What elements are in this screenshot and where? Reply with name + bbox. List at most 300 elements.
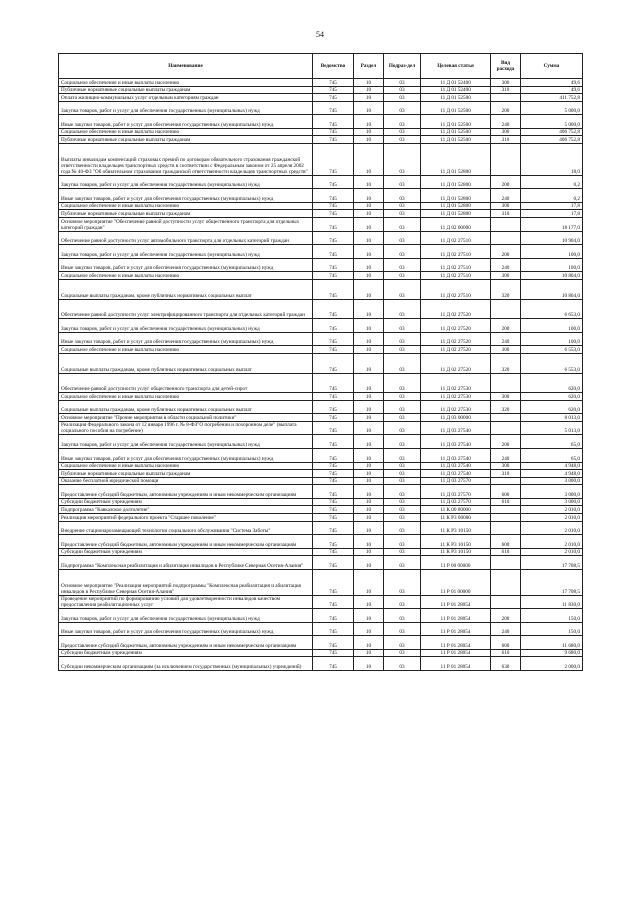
row-subsection: 03 — [384, 421, 421, 435]
row-name: Основное мероприятие "Обеспечение равной доступности услуг общественного транспорта для отдельных категорий граждан" — [59, 217, 313, 231]
table-row — [59, 414, 583, 422]
row-amount: 2 010,0 — [521, 548, 583, 556]
row-section: 10 — [354, 217, 384, 231]
row-target-article: 11 Д 02 27510 — [421, 279, 491, 299]
row-name: Социальные выплаты гражданам, кроме публичных нормативных социальных выплат — [59, 400, 313, 414]
row-department: 745 — [313, 373, 354, 393]
row-name: Публичные нормативные социальные выплаты гражданам — [59, 86, 313, 94]
row-section: 10 — [354, 299, 384, 319]
row-department: 745 — [313, 353, 354, 373]
row-amount: 3 000,0 — [521, 498, 583, 506]
row-expense-type — [491, 143, 521, 175]
row-name: Социальное обеспечение и иные выплаты населению — [59, 272, 313, 280]
row-expense-type: 320 — [491, 400, 521, 414]
row-subsection: 03 — [384, 202, 421, 210]
row-name: Субсидии бюджетным учреждениям — [59, 548, 313, 556]
row-amount: 4 948,0 — [521, 470, 583, 478]
row-target-article: 11 Д 03 27540 — [421, 462, 491, 470]
table-row — [59, 521, 583, 535]
table-body — [59, 79, 583, 671]
row-expense-type: 240 — [491, 189, 521, 203]
table-row — [59, 136, 583, 144]
row-department: 745 — [313, 421, 354, 435]
row-amount: 10 904,0 — [521, 231, 583, 245]
row-expense-type — [491, 521, 521, 535]
row-subsection: 03 — [384, 319, 421, 333]
row-expense-type: 300 — [491, 79, 521, 87]
row-amount: 406 752,8 — [521, 136, 583, 144]
row-target-article: 11 Д 01 52500 — [421, 94, 491, 102]
row-department: 745 — [313, 435, 354, 449]
row-target-article: 11 Д 01 52800 — [421, 189, 491, 203]
row-subsection: 03 — [384, 477, 421, 485]
header-amount: Сумма — [521, 54, 583, 79]
row-amount: 9 680,0 — [521, 649, 583, 657]
row-target-article: 11 Д 03 27540 — [421, 421, 491, 435]
row-name: Иные закупки товаров, работ и услуг для обеспечения государственных (муниципальных) нужд — [59, 115, 313, 129]
row-section: 10 — [354, 86, 384, 94]
row-department: 745 — [313, 556, 354, 570]
row-department: 745 — [313, 143, 354, 175]
table-row — [59, 477, 583, 485]
row-department: 745 — [313, 258, 354, 272]
table-header-row — [59, 54, 583, 79]
row-amount: 6 553,0 — [521, 353, 583, 373]
row-expense-type: 300 — [491, 346, 521, 354]
row-subsection: 03 — [384, 231, 421, 245]
row-expense-type — [491, 231, 521, 245]
row-section: 10 — [354, 272, 384, 280]
table-row — [59, 421, 583, 435]
row-name: Оплата жилищно-коммунальных услуг отдельным категориям граждан — [59, 94, 313, 102]
row-department: 745 — [313, 319, 354, 333]
row-section: 10 — [354, 506, 384, 514]
row-target-article: 11 Д 01 52400 — [421, 86, 491, 94]
row-target-article: 11 Р 01 28054 — [421, 595, 491, 609]
header-subsection: Подраз-дел — [384, 54, 421, 79]
row-subsection: 03 — [384, 346, 421, 354]
table-row — [59, 115, 583, 129]
row-section: 10 — [354, 175, 384, 189]
table-row — [59, 548, 583, 556]
row-section: 10 — [354, 421, 384, 435]
row-expense-type: 240 — [491, 258, 521, 272]
row-section: 10 — [354, 136, 384, 144]
row-expense-type: 310 — [491, 86, 521, 94]
row-target-article: 11 Д 02 27510 — [421, 272, 491, 280]
row-amount: 5 000,0 — [521, 115, 583, 129]
header-name: Наименование — [59, 54, 313, 79]
row-section: 10 — [354, 657, 384, 671]
row-name: Иные закупки товаров, работ и услуг для обеспечения государственных (муниципальных) нужд — [59, 258, 313, 272]
row-expense-type — [491, 421, 521, 435]
row-section: 10 — [354, 521, 384, 535]
row-expense-type: 240 — [491, 622, 521, 636]
row-target-article: 11 Д 01 52800 — [421, 175, 491, 189]
table-row — [59, 202, 583, 210]
row-name: Социальное обеспечение и иные выплаты населению — [59, 202, 313, 210]
row-subsection: 03 — [384, 332, 421, 346]
row-department: 745 — [313, 414, 354, 422]
row-target-article: 11 Р 01 28054 — [421, 636, 491, 650]
row-name: Внедрение стационарозамещающей технологии социального обслуживания "Система Заботы" — [59, 521, 313, 535]
row-section: 10 — [354, 470, 384, 478]
row-subsection: 03 — [384, 373, 421, 393]
row-department: 745 — [313, 548, 354, 556]
row-subsection: 03 — [384, 521, 421, 535]
row-expense-type — [491, 477, 521, 485]
page-number: 54 — [316, 30, 324, 39]
row-subsection: 03 — [384, 485, 421, 499]
row-subsection: 03 — [384, 258, 421, 272]
row-amount: 17 708,5 — [521, 569, 583, 595]
row-amount: 2 010,0 — [521, 521, 583, 535]
row-amount: 11 680,0 — [521, 636, 583, 650]
row-target-article: 11 Д 02 27510 — [421, 231, 491, 245]
row-target-article: 11 Д 01 52400 — [421, 79, 491, 87]
row-subsection: 03 — [384, 470, 421, 478]
row-expense-type: 200 — [491, 245, 521, 259]
table-row — [59, 217, 583, 231]
row-section: 10 — [354, 595, 384, 609]
row-section: 10 — [354, 373, 384, 393]
row-section: 10 — [354, 477, 384, 485]
row-department: 745 — [313, 657, 354, 671]
row-target-article: 11 Д 01 52500 — [421, 128, 491, 136]
row-section: 10 — [354, 101, 384, 115]
row-department: 745 — [313, 595, 354, 609]
row-target-article: 11 Д 01 52500 — [421, 101, 491, 115]
row-subsection: 03 — [384, 462, 421, 470]
row-expense-type: 200 — [491, 319, 521, 333]
row-expense-type: 610 — [491, 498, 521, 506]
table-row — [59, 595, 583, 609]
row-subsection: 03 — [384, 609, 421, 623]
row-subsection: 03 — [384, 189, 421, 203]
row-name: Социальные выплаты гражданам, кроме публичных нормативных социальных выплат — [59, 353, 313, 373]
row-expense-type: 300 — [491, 393, 521, 401]
row-name: Подпрограмма "Кавказское долголетие" — [59, 506, 313, 514]
row-subsection: 03 — [384, 299, 421, 319]
row-target-article: 11 Д 03 27570 — [421, 498, 491, 506]
table-row — [59, 435, 583, 449]
row-target-article: 11 Д 03 27540 — [421, 435, 491, 449]
row-subsection: 03 — [384, 414, 421, 422]
row-department: 745 — [313, 175, 354, 189]
row-amount: 0,2 — [521, 189, 583, 203]
row-expense-type: 600 — [491, 535, 521, 549]
row-target-article: 11 Д 01 52500 — [421, 115, 491, 129]
row-subsection: 03 — [384, 128, 421, 136]
row-target-article: 11 Р 01 00000 — [421, 569, 491, 595]
row-subsection: 03 — [384, 79, 421, 87]
row-subsection: 03 — [384, 498, 421, 506]
row-section: 10 — [354, 143, 384, 175]
table-row — [59, 101, 583, 115]
row-subsection: 03 — [384, 279, 421, 299]
row-amount: 150,0 — [521, 622, 583, 636]
row-name: Оказание бесплатной юридической помощи — [59, 477, 313, 485]
row-department: 745 — [313, 272, 354, 280]
row-name: Закупка товаров, работ и услуг для обеспечения государственных (муниципальных) нужд — [59, 175, 313, 189]
row-expense-type: 610 — [491, 548, 521, 556]
row-subsection: 03 — [384, 393, 421, 401]
row-name: Предоставление субсидий бюджетным, автономным учреждениям и иным некоммерческим организациям — [59, 535, 313, 549]
row-expense-type: 200 — [491, 609, 521, 623]
table-row — [59, 272, 583, 280]
row-amount: 0,2 — [521, 175, 583, 189]
row-department: 745 — [313, 477, 354, 485]
row-expense-type: 300 — [491, 272, 521, 280]
row-target-article: 11 Д 03 27570 — [421, 485, 491, 499]
row-target-article: 11 К 00 00000 — [421, 506, 491, 514]
row-department: 745 — [313, 485, 354, 499]
row-expense-type: 310 — [491, 210, 521, 218]
row-amount: 17,8 — [521, 202, 583, 210]
table-row — [59, 569, 583, 595]
row-department: 745 — [313, 513, 354, 521]
row-expense-type: 630 — [491, 657, 521, 671]
table-row — [59, 143, 583, 175]
row-section: 10 — [354, 393, 384, 401]
row-expense-type — [491, 373, 521, 393]
row-subsection: 03 — [384, 400, 421, 414]
row-department: 745 — [313, 189, 354, 203]
row-department: 745 — [313, 521, 354, 535]
table-row — [59, 279, 583, 299]
row-subsection: 03 — [384, 94, 421, 102]
row-expense-type — [491, 299, 521, 319]
row-subsection: 03 — [384, 649, 421, 657]
table-row — [59, 393, 583, 401]
row-section: 10 — [354, 128, 384, 136]
row-section: 10 — [354, 94, 384, 102]
row-expense-type: 240 — [491, 332, 521, 346]
row-name: Субсидии бюджетным учреждениям — [59, 498, 313, 506]
row-target-article: 11 Д 02 27530 — [421, 373, 491, 393]
row-target-article: 11 Р 01 28054 — [421, 657, 491, 671]
row-department: 745 — [313, 128, 354, 136]
row-name: Закупка товаров, работ и услуг для обеспечения государственных (муниципальных) нужд — [59, 245, 313, 259]
row-amount: 100,0 — [521, 245, 583, 259]
table-row — [59, 373, 583, 393]
row-name: Подпрограмма "Комплексная реабилитация и абилитация инвалидов в Республике Северная Осетия-Алания" — [59, 556, 313, 570]
row-department: 745 — [313, 636, 354, 650]
row-amount: 3 000,0 — [521, 485, 583, 499]
row-department: 745 — [313, 346, 354, 354]
row-expense-type — [491, 595, 521, 609]
row-amount: 8 013,0 — [521, 414, 583, 422]
budget-table — [58, 53, 583, 671]
row-amount: 411 752,8 — [521, 94, 583, 102]
row-target-article: 11 Р 00 00000 — [421, 556, 491, 570]
row-name: Закупка товаров, работ и услуг для обеспечения государственных (муниципальных) нужд — [59, 435, 313, 449]
table-row — [59, 535, 583, 549]
row-section: 10 — [354, 400, 384, 414]
row-expense-type — [491, 217, 521, 231]
row-name: Социальное обеспечение и иные выплаты населению — [59, 462, 313, 470]
row-amount: 2 010,0 — [521, 535, 583, 549]
row-target-article: 11 Д 02 27520 — [421, 332, 491, 346]
table-row — [59, 449, 583, 463]
row-name: Проведение мероприятий по формированию условий для удовлетворенности инвалидов качеством предоставления реабилитационных услуг — [59, 595, 313, 609]
row-amount: 11 830,0 — [521, 595, 583, 609]
row-amount: 2 000,0 — [521, 657, 583, 671]
row-target-article: 11 Д 03 00000 — [421, 414, 491, 422]
row-amount: 10 804,0 — [521, 272, 583, 280]
row-amount: 3 000,0 — [521, 477, 583, 485]
row-expense-type — [491, 556, 521, 570]
row-amount: 4 948,0 — [521, 462, 583, 470]
table-row — [59, 346, 583, 354]
table-row — [59, 649, 583, 657]
row-section: 10 — [354, 636, 384, 650]
row-name: Публичные нормативные социальные выплаты гражданам — [59, 470, 313, 478]
row-section: 10 — [354, 498, 384, 506]
row-subsection: 03 — [384, 217, 421, 231]
row-department: 745 — [313, 609, 354, 623]
row-department: 745 — [313, 279, 354, 299]
row-department: 745 — [313, 299, 354, 319]
row-target-article: 11 Д 02 27520 — [421, 299, 491, 319]
row-subsection: 03 — [384, 210, 421, 218]
row-section: 10 — [354, 189, 384, 203]
row-expense-type: 600 — [491, 636, 521, 650]
row-name: Предоставление субсидий бюджетным, автономным учреждениям и иным некоммерческим организациям — [59, 485, 313, 499]
row-subsection: 03 — [384, 449, 421, 463]
row-amount: 6 653,0 — [521, 299, 583, 319]
row-subsection: 03 — [384, 435, 421, 449]
row-section: 10 — [354, 609, 384, 623]
row-department: 745 — [313, 94, 354, 102]
table-row — [59, 299, 583, 319]
row-department: 745 — [313, 470, 354, 478]
table-row — [59, 622, 583, 636]
row-section: 10 — [354, 353, 384, 373]
row-amount: 2 010,0 — [521, 506, 583, 514]
table-row — [59, 353, 583, 373]
row-amount: 49,6 — [521, 86, 583, 94]
row-expense-type — [491, 94, 521, 102]
row-expense-type: 310 — [491, 470, 521, 478]
row-department: 745 — [313, 400, 354, 414]
row-amount: 620,0 — [521, 373, 583, 393]
row-subsection: 03 — [384, 143, 421, 175]
table-row — [59, 462, 583, 470]
row-name: Социальные выплаты гражданам, кроме публичных нормативных социальных выплат — [59, 279, 313, 299]
row-subsection: 03 — [384, 622, 421, 636]
row-amount: 406 752,8 — [521, 128, 583, 136]
table-row — [59, 128, 583, 136]
row-section: 10 — [354, 513, 384, 521]
row-expense-type: 240 — [491, 449, 521, 463]
row-subsection: 03 — [384, 175, 421, 189]
row-subsection: 03 — [384, 115, 421, 129]
row-expense-type: 200 — [491, 435, 521, 449]
row-expense-type — [491, 506, 521, 514]
row-section: 10 — [354, 449, 384, 463]
table-row — [59, 470, 583, 478]
row-section: 10 — [354, 435, 384, 449]
table-row — [59, 513, 583, 521]
row-expense-type: 600 — [491, 485, 521, 499]
row-section: 10 — [354, 79, 384, 87]
row-department: 745 — [313, 622, 354, 636]
row-name: Основное мероприятие "Реализация мероприятий подпрограммы "Комплексная реабилитация и абилитация инвалидов в Республике Северная Осетия-Алания" — [59, 569, 313, 595]
row-target-article: 11 Д 01 52800 — [421, 202, 491, 210]
row-subsection: 03 — [384, 506, 421, 514]
row-target-article: 11 К Р3 10150 — [421, 548, 491, 556]
row-target-article: 11 Д 02 00000 — [421, 217, 491, 231]
table-row — [59, 498, 583, 506]
row-amount: 65,0 — [521, 449, 583, 463]
row-amount: 150,0 — [521, 609, 583, 623]
row-name: Основное мероприятие "Прочие мероприятия в области социальной политики" — [59, 414, 313, 422]
row-subsection: 03 — [384, 548, 421, 556]
row-department: 745 — [313, 332, 354, 346]
row-amount: 6 553,0 — [521, 346, 583, 354]
header-department: Ведомство — [313, 54, 354, 79]
row-expense-type — [491, 513, 521, 521]
row-target-article: 11 Д 02 27510 — [421, 258, 491, 272]
table-row — [59, 86, 583, 94]
row-section: 10 — [354, 279, 384, 299]
row-section: 10 — [354, 414, 384, 422]
row-name: Социальное обеспечение и иные выплаты населению — [59, 393, 313, 401]
row-section: 10 — [354, 462, 384, 470]
row-amount: 10 804,0 — [521, 279, 583, 299]
row-target-article: 11 Д 02 27520 — [421, 319, 491, 333]
row-subsection: 03 — [384, 535, 421, 549]
row-target-article: 11 Д 01 52800 — [421, 210, 491, 218]
row-amount: 65,0 — [521, 435, 583, 449]
row-department: 745 — [313, 202, 354, 210]
row-section: 10 — [354, 556, 384, 570]
row-amount: 2 010,0 — [521, 513, 583, 521]
table-row — [59, 485, 583, 499]
row-subsection: 03 — [384, 101, 421, 115]
table-row — [59, 636, 583, 650]
row-target-article: 11 Д 03 27570 — [421, 477, 491, 485]
table-row — [59, 556, 583, 570]
row-expense-type — [491, 569, 521, 595]
row-expense-type: 240 — [491, 115, 521, 129]
row-amount: 49,6 — [521, 79, 583, 87]
row-section: 10 — [354, 548, 384, 556]
row-section: 10 — [354, 485, 384, 499]
table-row — [59, 175, 583, 189]
row-amount: 100,0 — [521, 332, 583, 346]
row-target-article: 11 Д 02 27530 — [421, 400, 491, 414]
row-name: Закупка товаров, работ и услуг для обеспечения государственных (муниципальных) нужд — [59, 101, 313, 115]
row-department: 745 — [313, 101, 354, 115]
row-department: 745 — [313, 245, 354, 259]
row-department: 745 — [313, 86, 354, 94]
row-name: Обеспечение равной доступности услуг автомобильного транспорта для отдельных категорий граждан — [59, 231, 313, 245]
row-target-article: 11 К Р3 00000 — [421, 513, 491, 521]
row-amount: 100,0 — [521, 319, 583, 333]
row-subsection: 03 — [384, 353, 421, 373]
row-subsection: 03 — [384, 513, 421, 521]
table-row — [59, 400, 583, 414]
table-row — [59, 332, 583, 346]
row-name: Иные закупки товаров, работ и услуг для обеспечения государственных (муниципальных) нужд — [59, 332, 313, 346]
table-row — [59, 79, 583, 87]
row-amount: 5 013,0 — [521, 421, 583, 435]
row-target-article: 11 Д 02 27530 — [421, 393, 491, 401]
table-row — [59, 210, 583, 218]
row-section: 10 — [354, 622, 384, 636]
